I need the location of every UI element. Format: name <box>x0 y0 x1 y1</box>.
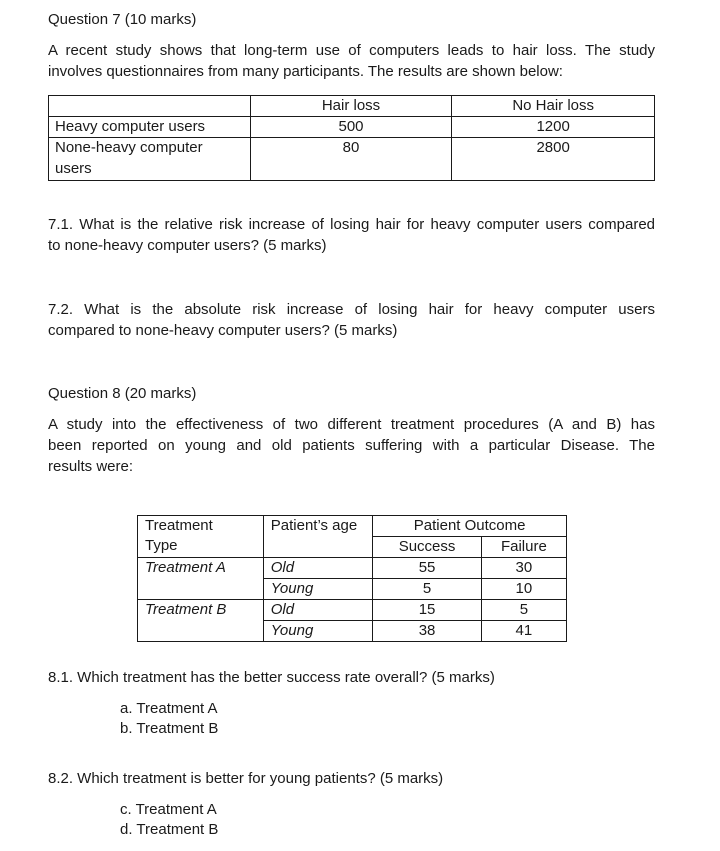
q7-heading: Question 7 (10 marks) <box>48 11 197 28</box>
treatment-cell: Treatment B <box>138 600 264 642</box>
table-row <box>138 558 567 579</box>
table-header-cell: No Hair loss <box>452 96 655 117</box>
age-cell: Old <box>263 600 373 621</box>
hair-loss-value: 500 <box>250 117 452 138</box>
treatment-type-header-line2: Type <box>145 537 178 554</box>
table-header-cell: Hair loss <box>250 96 452 117</box>
table-header-row <box>138 516 567 537</box>
treatment-type-header-line1: Treatment <box>145 517 213 534</box>
q71-line1: 7.1. What is the relative risk increase of losing hair for heavy computer users compared <box>48 216 655 233</box>
failure-cell: 10 <box>481 579 566 600</box>
q72-line2: compared to none-heavy computer users? (5 marks) <box>48 322 398 339</box>
success-cell: 38 <box>373 621 482 642</box>
q81-option-a: a. Treatment A <box>120 700 218 717</box>
success-cell: 15 <box>373 600 482 621</box>
q7-intro-line1: A recent study shows that long-term use of computers leads to hair loss. The study <box>48 42 655 59</box>
row-label-line2: users <box>55 160 92 177</box>
q8-intro-line3: results were: <box>48 458 134 475</box>
hair-loss-table <box>48 95 655 181</box>
table-row <box>49 117 655 138</box>
q82-question: 8.2. Which treatment is better for young patients? (5 marks) <box>48 770 444 787</box>
no-hair-loss-value: 1200 <box>452 117 655 138</box>
failure-header: Failure <box>481 537 566 558</box>
table-header-row <box>49 96 655 117</box>
q8-intro-line1: A study into the effectiveness of two different treatment procedures (A and B) has <box>48 416 655 433</box>
treatment-outcome-table <box>137 515 567 642</box>
q82-option-d: d. Treatment B <box>120 821 219 838</box>
age-cell: Young <box>263 579 373 600</box>
treatment-type-header <box>138 516 264 558</box>
q82-option-c: c. Treatment A <box>120 801 217 818</box>
failure-cell: 5 <box>481 600 566 621</box>
table-row <box>138 600 567 621</box>
hair-loss-value: 80 <box>250 138 452 181</box>
q8-intro-line2: been reported on young and old patients suffering with a particular Disease. The <box>48 437 655 454</box>
success-cell: 5 <box>373 579 482 600</box>
q7-intro-line2: involves questionnaires from many participants. The results are shown below: <box>48 63 563 80</box>
success-header: Success <box>373 537 482 558</box>
row-label: Heavy computer users <box>49 117 251 138</box>
table-header-cell <box>49 96 251 117</box>
failure-cell: 41 <box>481 621 566 642</box>
q81-option-b: b. Treatment B <box>120 720 219 737</box>
row-label <box>49 138 251 181</box>
age-cell: Young <box>263 621 373 642</box>
row-label-line1: None-heavy computer <box>55 139 203 156</box>
q8-heading: Question 8 (20 marks) <box>48 385 197 402</box>
q72-line1: 7.2. What is the absolute risk increase of losing hair for heavy computer users <box>48 301 655 318</box>
age-cell: Old <box>263 558 373 579</box>
patient-outcome-header: Patient Outcome <box>373 516 567 537</box>
success-cell: 55 <box>373 558 482 579</box>
table-row <box>49 138 655 181</box>
no-hair-loss-value: 2800 <box>452 138 655 181</box>
patient-age-header: Patient’s age <box>263 516 373 558</box>
treatment-cell: Treatment A <box>138 558 264 600</box>
failure-cell: 30 <box>481 558 566 579</box>
q71-line2: to none-heavy computer users? (5 marks) <box>48 237 327 254</box>
q81-question: 8.1. Which treatment has the better success rate overall? (5 marks) <box>48 669 495 686</box>
